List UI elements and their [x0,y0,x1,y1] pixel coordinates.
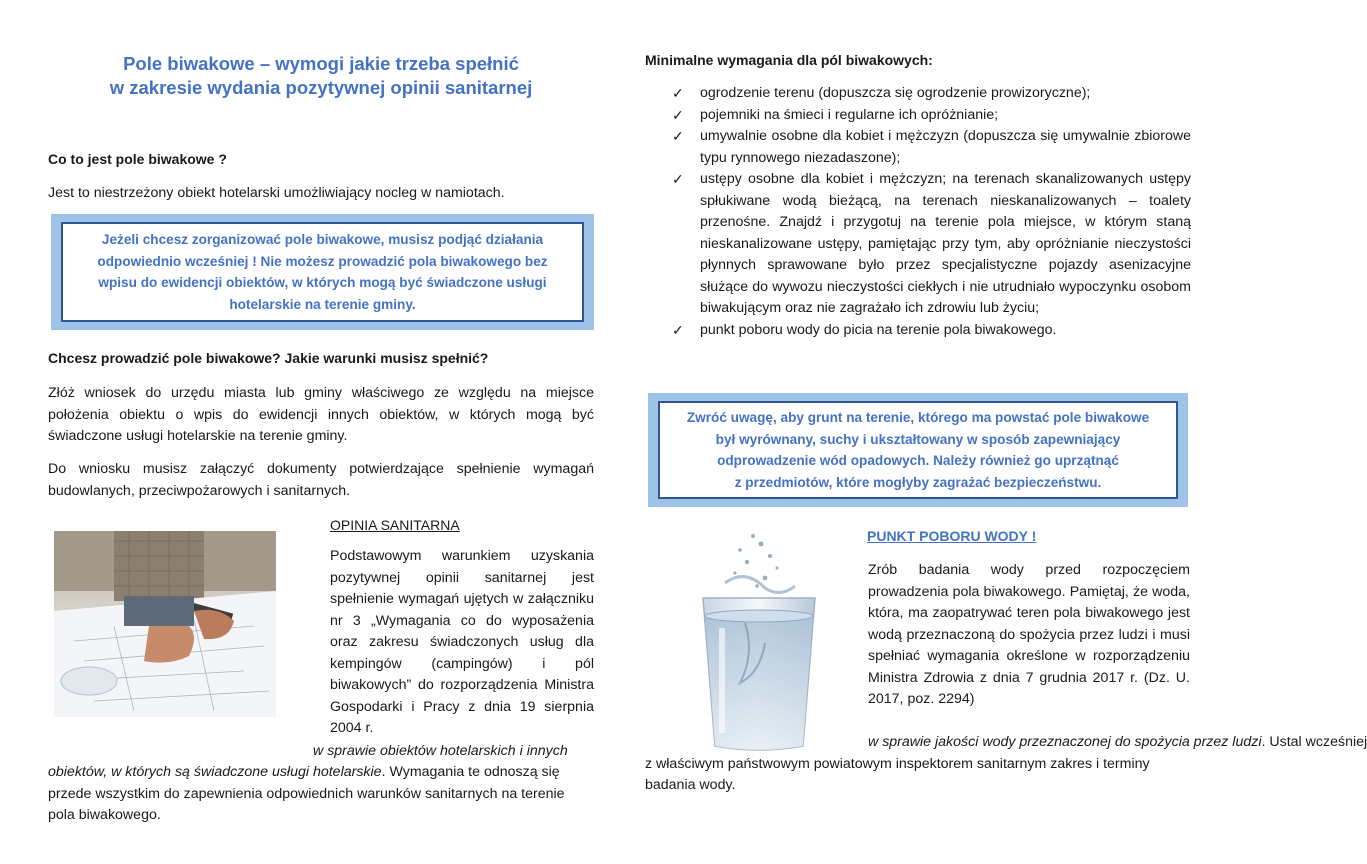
drafting-photo [54,531,276,717]
checkmark-icon: ✓ [672,85,684,101]
callout1-line: odpowiednio wcześniej ! Nie możesz prowadzić pola biwakowego bez [97,253,548,269]
checkmark-icon: ✓ [672,321,684,338]
list-item: ✓ punkt poboru wody do picia na terenie pola biwakowego. [672,320,1191,342]
callout-box-1-inner [61,222,584,322]
callout-box-2 [648,393,1188,507]
callout1-line: Jeżeli chcesz zorganizować pole biwakowe, musisz podjąć działania [101,232,544,247]
list-item: ✓ ogrodzenie terenu (dopuszcza się ogrodzenie prowizoryczne); [672,83,1191,105]
water-text: Zrób badania wody przed rozpoczęciem prowadzenia pola biwakowego. Pamiętaj, że woda, która, ma zaopatrywać teren pola biwakowego jest wodą przeznaczoną do spożycia przez ludzi i musi spełniać wymagania określone w rozporządzeniu Ministra Zdrowia z dnia 7 grudnia 2017 r. (Dz. U. 2017, poz. 2294) [868,562,1190,707]
callout-box-2-inner [658,401,1178,499]
water-italic-line [868,732,1367,754]
water-tail-1: z właściwym państwowym powiatowym inspektorem sanitarnym zakres i terminy [645,756,1150,772]
callout1-line: hotelarskie na terenie gminy. [229,296,416,312]
callout2-line: z przedmiotów, które mogłyby zagrażać bezpieczeństwu. [734,474,1102,490]
section2-para2: Do wniosku musisz załączyć dokumenty potwierdzające spełnienie wymagań budowlanych, przeciwpożarowych i sanitarnych. [48,461,594,499]
callout2-line: był wyrównany, suchy i ukształtowany w sposób zapewniający [715,431,1121,447]
section1-text: Jest to niestrzeżony obiekt hotelarski umożliwiający nocleg w namiotach. [48,185,505,201]
callout1-line: wpisu do ewidencji obiektów, w których mogą być świadczone usługi [98,275,547,290]
opinia-text: Podstawowym warunkiem uzyskania pozytywnej opinii sanitarnej jest spełnienie wymagań ujętych w załączniku nr 3 „Wymagania co do wyposażenia oraz zakresu świadczonych usług dla kempingów (campingów) i pól biwakowych” do rozporządzenia Ministra Gospodarki i Pracy z dnia 19 sierpnia 2004 r. [330,548,594,736]
checkmark-icon: ✓ [672,128,684,144]
water-tail-2: badania wody. [645,777,736,793]
opinia-italic-1: w sprawie obiektów hotelarskich i innych [313,743,568,759]
page-title [48,52,594,100]
opinia-title: OPINIA SANITARNA [330,517,460,533]
section2-para1: Złóż wniosek do urzędu miasta lub gminy właściwego ze względu na miejsce położenia obiektu o wpis do ewidencji innych obiektów, w których mogą być świadczone usługi hotelarskie na terenie gminy. [48,385,594,444]
opinia-tail-1: . Wymagania te odnoszą się [381,764,560,780]
opinia-tail-line [48,762,560,784]
list-item: ✓ pojemniki na śmieci i regularne ich opróżnianie; [672,105,1191,127]
requirements-list [672,83,1191,341]
checkmark-icon: ✓ [672,106,684,123]
callout2-line: Zwróć uwagę, aby grunt na terenie, którego ma powstać pole biwakowe [686,410,1150,425]
water-tail-inline: . Ustal wcześniej [1261,734,1367,750]
water-title: PUNKT POBORU WODY ! [867,528,1037,544]
title-line-2: w zakresie wydania pozytywnej opinii sanitarnej [109,77,533,98]
opinia-tail-3: pola biwakowego. [48,807,161,823]
callout2-line: odprowadzenie wód opadowych. Należy również go uprzątnąć [717,453,1119,468]
checkmark-icon: ✓ [672,171,684,187]
title-line-1: Pole biwakowe – wymogi jakie trzeba spełnić [123,53,519,74]
section1-heading: Co to jest pole biwakowe ? [48,151,227,167]
opinia-italic-2: obiektów, w których są świadczone usługi hotelarskie [48,764,382,780]
opinia-tail-2: przede wszystkim do zapewnienia odpowiednich warunków sanitarnych na terenie [48,786,565,802]
callout-box-1 [51,214,594,330]
water-glass-photo [695,528,823,756]
section2-heading: Chcesz prowadzić pole biwakowe? Jakie warunki musisz spełnić? [48,350,489,366]
list-item: ✓ umywalnie osobne dla kobiet i mężczyzn (dopuszcza się umywalnie zbiorowe typu rynnowego niezadaszone); [672,128,1191,166]
requirements-heading: Minimalne wymagania dla pól biwakowych: [645,52,933,68]
list-item: ✓ ustępy osobne dla kobiet i mężczyzn; na terenach skanalizowanych ustępy spłukiwane wodą bieżącą, na terenach nieskanalizowanych – toalety przenośne. Znajdź i przygotuj na terenie pola miejsce, w którym staną nieskanalizowane ustępy, pamiętając przy tym, aby opróżnianie nieczystości płynnych sprawowane było przez specjalistyczne pojazdy asenizacyjne służące do wywozu nieczystości ciekłych i nie utrudniało wypoczynku osobom biwakującym oraz nie zagrażało ich zdrowiu lub życiu; [672,171,1191,316]
water-italic: w sprawie jakości wody przeznaczonej do spożycia przez ludzi [868,734,1262,750]
